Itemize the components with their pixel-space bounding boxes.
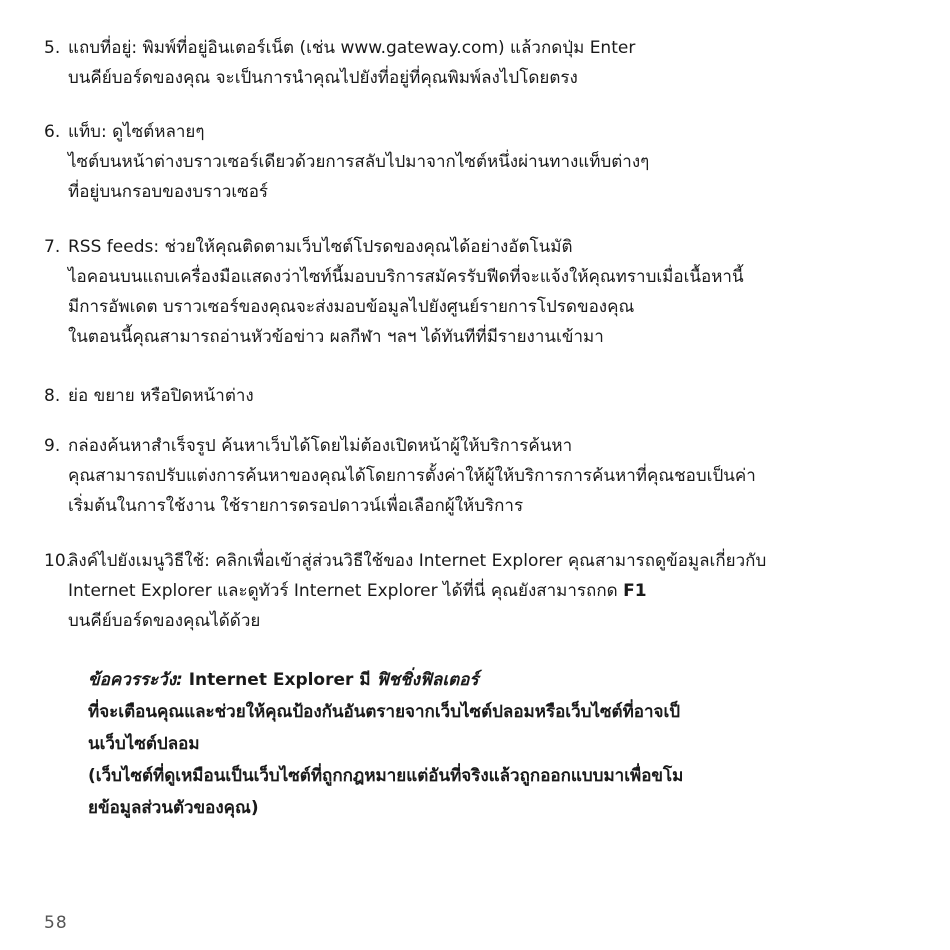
list-item-help-menu — [44, 546, 924, 636]
item-text-line: ในตอนนี้คุณสามารถอ่านหัวข้อข่าว ผลกีฬา ฯลฯ ได้ทันทีที่มีรายงานเข้ามา — [68, 327, 604, 347]
item-text-line: ไซต์บนหน้าต่างบราวเซอร์เดียวด้วยการสลับไปมาจากไซต์หนึ่งผ่านทางแท็บต่างๆ — [68, 152, 650, 172]
list-item-rss-feeds — [44, 232, 924, 352]
item-text-line: ที่อยู่บนกรอบของบราวเซอร์ — [68, 182, 269, 202]
caution-text-line: (เว็บไซต์ที่ดูเหมือนเป็นเว็บไซต์ที่ถูกกฎหมายแต่อันที่จริงแล้วถูกออกแบบมาเพื่อขโม — [88, 766, 684, 786]
phishing-filter-term: ฟิชชิ่งฟิลเตอร์ — [376, 670, 479, 690]
item-number: 8. — [44, 386, 61, 406]
item-text-line: กล่องค้นหาสำเร็จรูป ค้นหาเว็บได้โดยไม่ต้องเปิดหน้าผู้ให้บริการค้นหา — [68, 436, 573, 456]
item-text-line: ลิงค์ไปยังเมนูวิธีใช้: คลิกเพื่อเข้าสู่ส่วนวิธีใช้ของ Internet Explorer คุณสามารถดูข้อมูลเกี่ยวกับ — [68, 551, 767, 571]
caution-heading-line — [88, 664, 918, 696]
item-text-line: บนคีย์บอร์ดของคุณ จะเป็นการนำคุณไปยังที่อยู่ที่คุณพิมพ์ลงไปโดยตรง — [68, 68, 578, 88]
item-number: 5. — [44, 38, 61, 58]
item-text-line: เริ่มต้นในการใช้งาน ใช้รายการดรอปดาวน์เพื่อเลือกผู้ให้บริการ — [68, 496, 524, 516]
item-number: 7. — [44, 237, 61, 257]
list-item-window-controls — [44, 381, 924, 411]
caution-note — [88, 664, 918, 824]
list-item-address-bar — [44, 33, 924, 93]
item-text-line: ย่อ ขยาย หรือปิดหน้าต่าง — [68, 386, 254, 406]
caution-text-line: ยข้อมูลส่วนตัวของคุณ) — [88, 798, 259, 818]
item-text-line: บนคีย์บอร์ดของคุณได้ด้วย — [68, 611, 261, 631]
item-text-line: แถบที่อยู่: พิมพ์ที่อยู่อินเตอร์เน็ต (เช่น www.gateway.com) แล้วกดปุ่ม Enter — [68, 38, 636, 58]
item-number: 10. — [44, 551, 72, 571]
item-text-fragment: Internet Explorer และดูทัวร์ Internet Explorer ได้ที่นี่ คุณยังสามารถกด — [68, 581, 624, 601]
item-text-line — [44, 576, 924, 606]
caution-text-line: ที่จะเตือนคุณและช่วยให้คุณป้องกันอันตรายจากเว็บไซต์ปลอมหรือเว็บไซต์ที่อาจเป็ — [88, 702, 681, 722]
item-text-line: ไอคอนบนแถบเครื่องมือแสดงว่าไซท์นี้มอบบริการสมัครรับฟีดที่จะแจ้งให้คุณทราบเมื่อเนื้อหานี้ — [68, 267, 744, 287]
item-text-line: RSS feeds: ช่วยให้คุณติดตามเว็บไซต์โปรดของคุณได้อย่างอัตโนมัติ — [68, 237, 573, 257]
caution-text-line: นเว็บไซต์ปลอม — [88, 734, 200, 754]
caution-text-fragment: Internet Explorer มี — [182, 670, 377, 690]
list-item-search-box — [44, 431, 924, 521]
caution-label: ข้อควรระวัง: — [88, 670, 183, 690]
item-text-line: แท็บ: ดูไซต์หลายๆ — [68, 122, 205, 142]
key-f1: F1 — [623, 581, 647, 601]
list-item-tabs — [44, 117, 924, 207]
page-number: 58 — [44, 913, 68, 933]
item-text-line: คุณสามารถปรับแต่งการค้นหาของคุณได้โดยการตั้งค่าให้ผู้ให้บริการการค้นหาที่คุณชอบเป็นค่า — [68, 466, 756, 486]
item-number: 6. — [44, 122, 61, 142]
item-text-line: มีการอัพเดต บราวเซอร์ของคุณจะส่งมอบข้อมูลไปยังศูนย์รายการโปรดของคุณ — [68, 297, 635, 317]
item-number: 9. — [44, 436, 61, 456]
